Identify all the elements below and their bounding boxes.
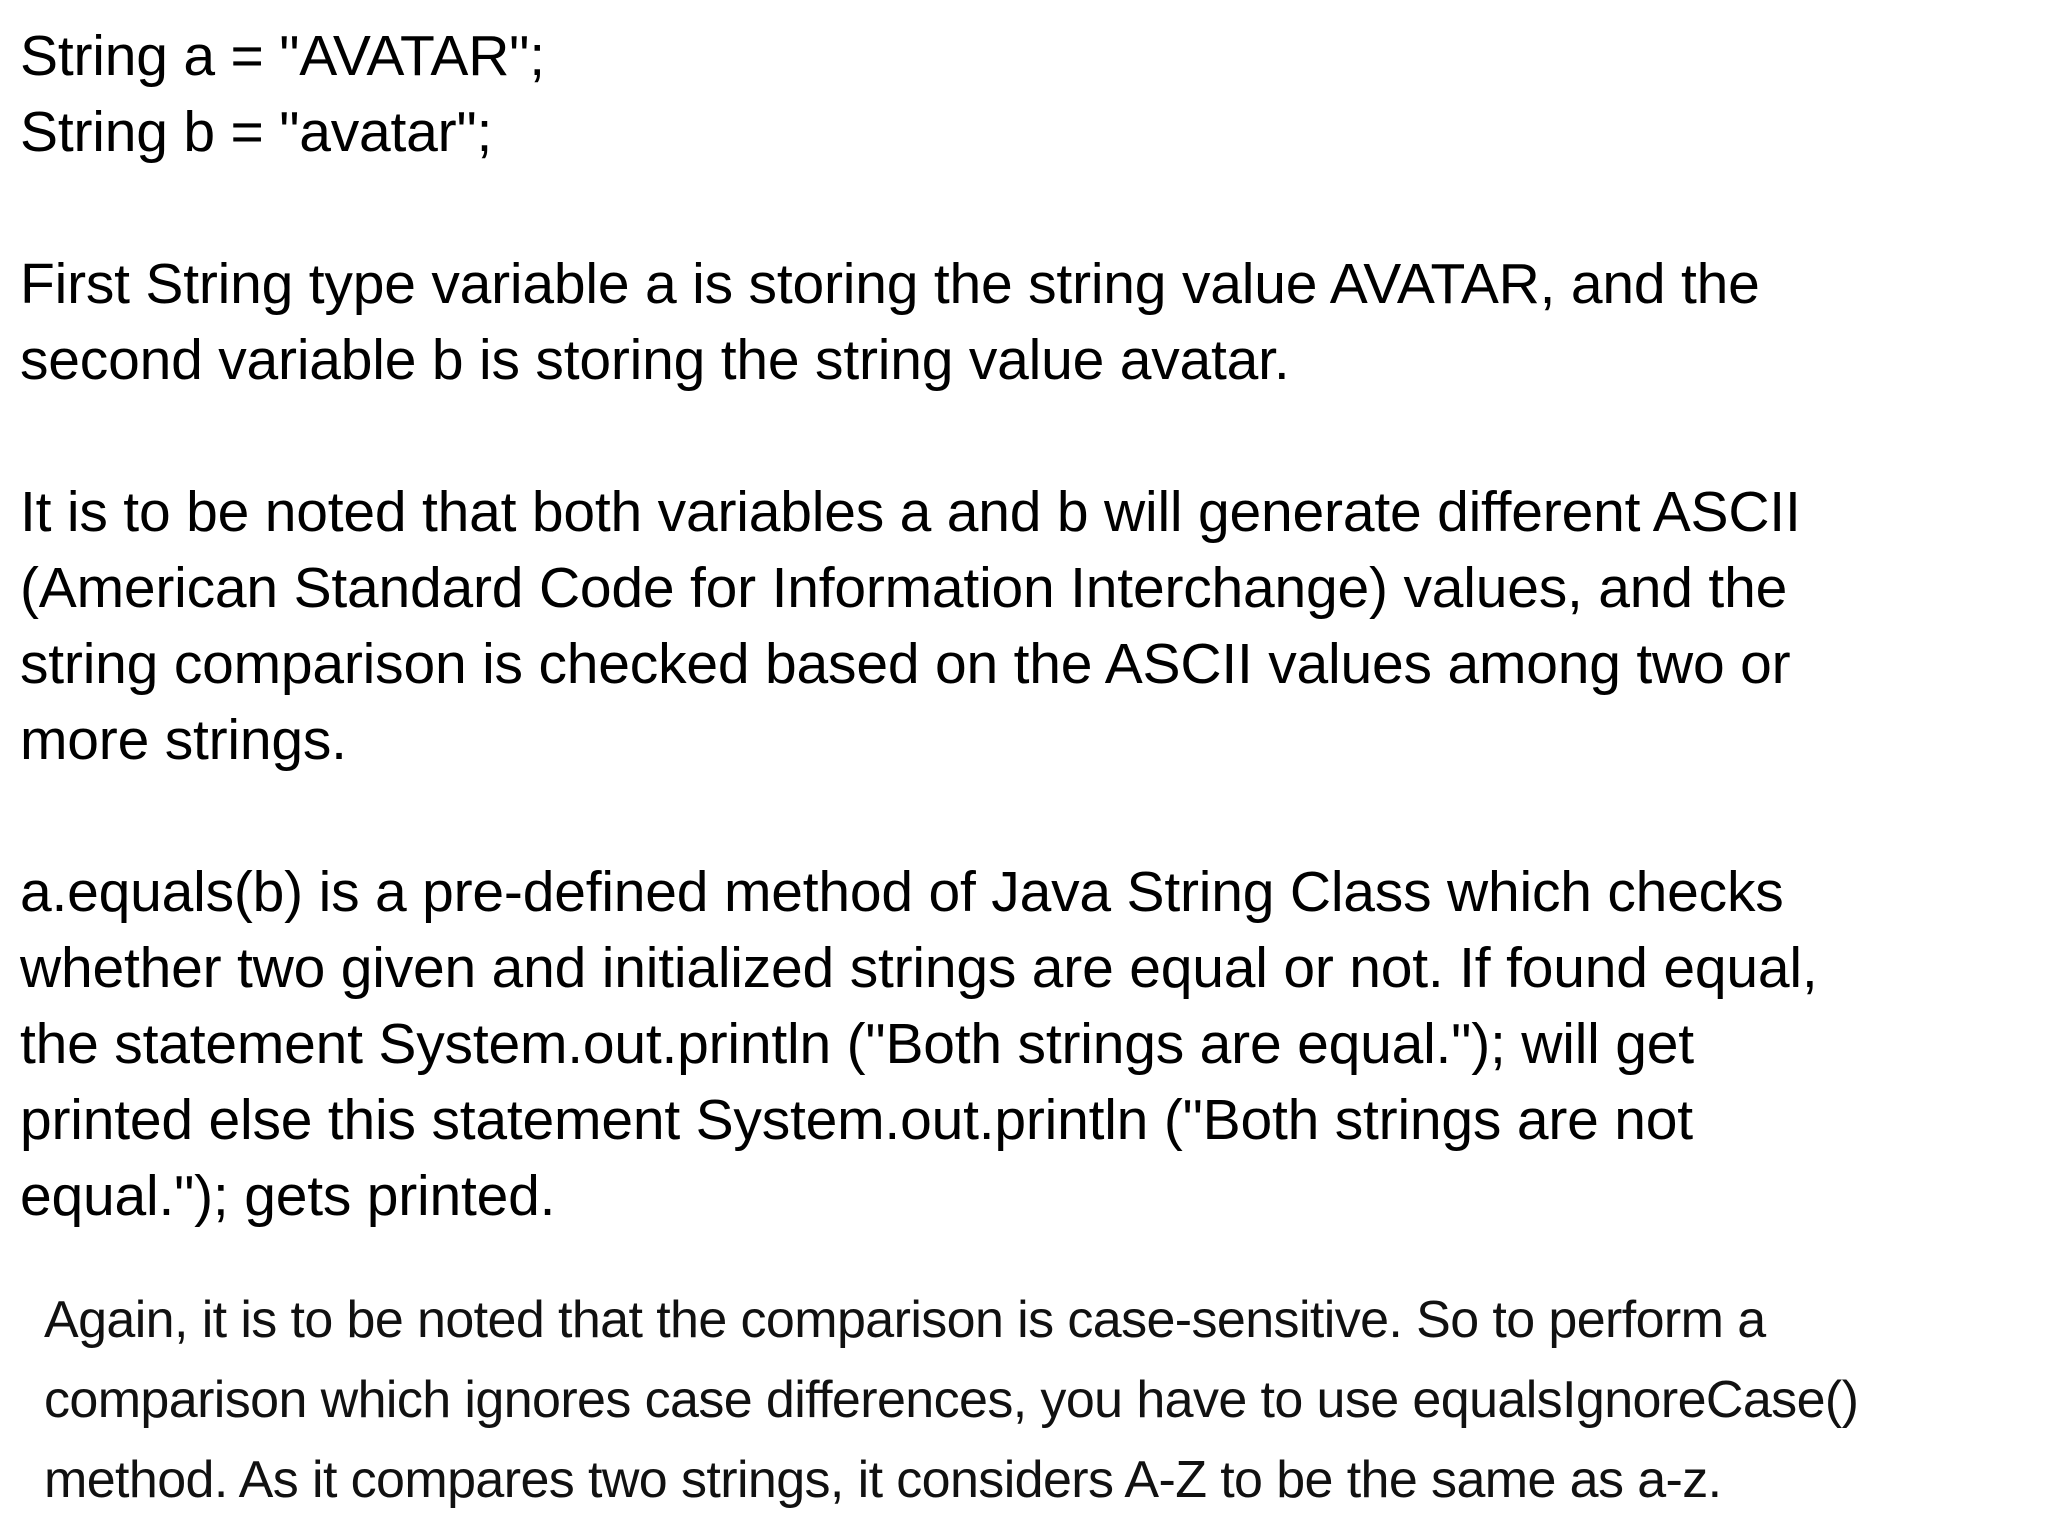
note-line-3: method. As it compares two strings, it considers A-Z to be the same as a-z. [44, 1451, 1722, 1509]
paragraph-3-line-3: the statement System.out.println ("Both strings are equal."); will get [20, 1012, 1694, 1076]
paragraph-2-line-1: It is to be noted that both variables a and b will generate different ASCII [20, 480, 1801, 544]
note-line-2: comparison which ignores case differences, you have to use equalsIgnoreCase() [44, 1371, 1859, 1429]
paragraph-2-line-4: more strings. [20, 708, 347, 772]
note-line-1: Again, it is to be noted that the comparison is case-sensitive. So to perform a [44, 1291, 1766, 1349]
document-body [20, 18, 2020, 1234]
code-line-2: String b = "avatar"; [20, 100, 493, 164]
paragraph-1-line-1: First String type variable a is storing the string value AVATAR, and the [20, 252, 1760, 316]
paragraph-3-line-4: printed else this statement System.out.println ("Both strings are not [20, 1088, 1693, 1152]
paragraph-3-line-2: whether two given and initialized strings are equal or not. If found equal, [20, 936, 1818, 1000]
code-line-1: String a = "AVATAR"; [20, 24, 545, 88]
paragraph-1-line-2: second variable b is storing the string value avatar. [20, 328, 1290, 392]
spacer [20, 778, 2020, 854]
paragraph-2-line-3: string comparison is checked based on the ASCII values among two or [20, 632, 1791, 696]
case-sensitivity-note [44, 1280, 2024, 1520]
spacer [20, 398, 2020, 474]
paragraph-2-line-2: (American Standard Code for Information Interchange) values, and the [20, 556, 1788, 620]
paragraph-3-line-5: equal."); gets printed. [20, 1164, 556, 1228]
paragraph-3-line-1: a.equals(b) is a pre-defined method of Java String Class which checks [20, 860, 1784, 924]
spacer [20, 170, 2020, 246]
